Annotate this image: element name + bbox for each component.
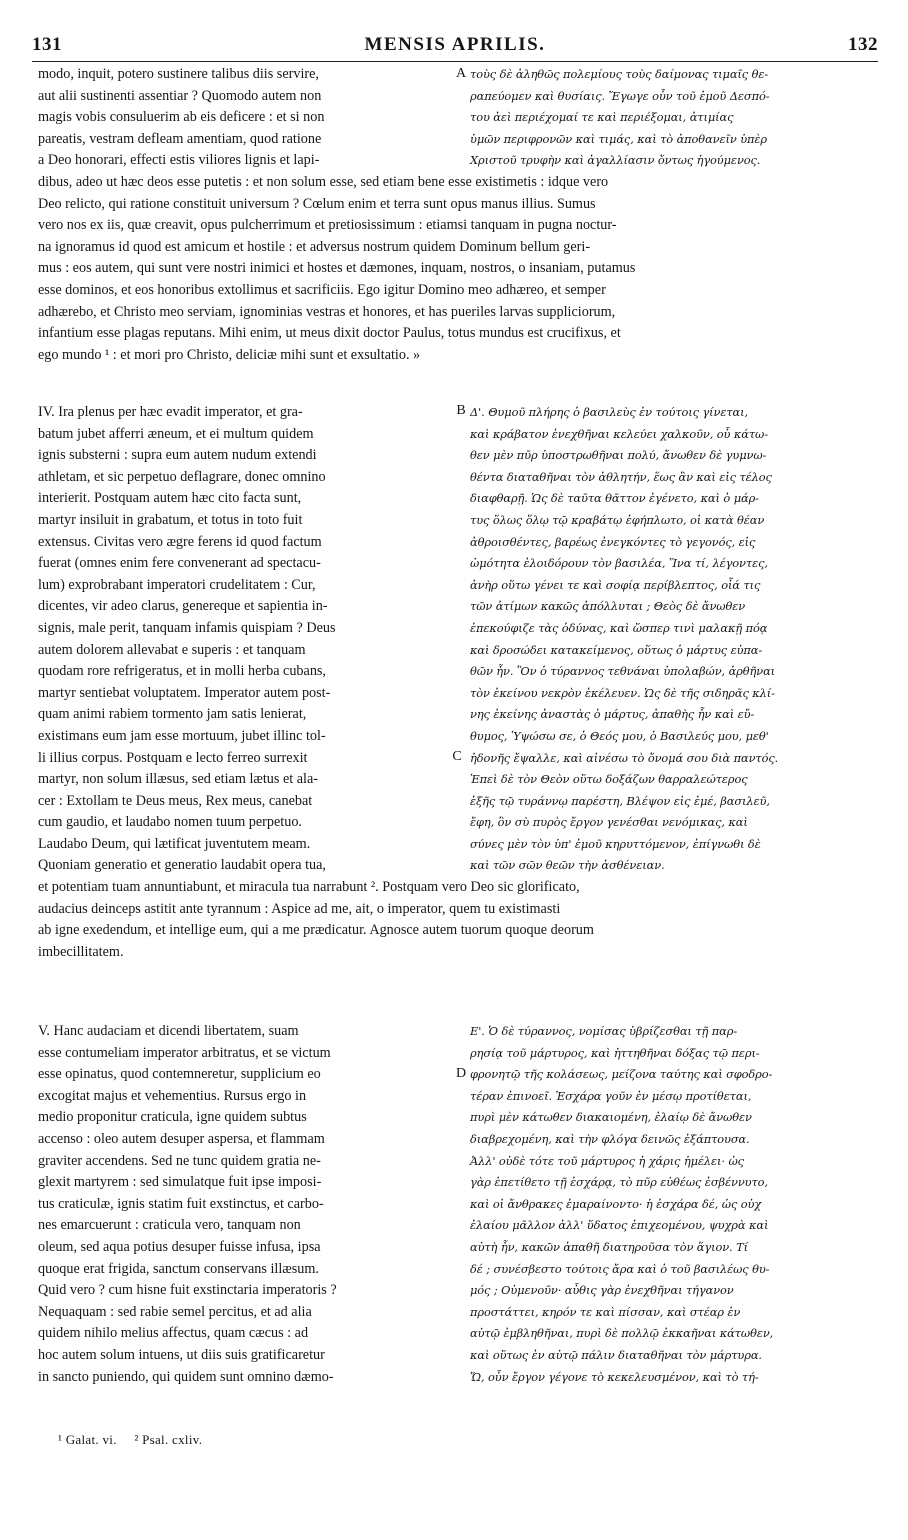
- running-title: MENSIS APRILIS.: [364, 34, 546, 55]
- latin-column-2: IV. Ira plenus per hæc evadit imperator, et gra- batum jubet afferri æneum, et ei multum quidem ignis substerni : supra eum autem nudum extendi athletam, et sic perpetuo deflagrare, donec omnino interierit. Postquam autem hæc cito facta sunt, martyr insiluit in grabatum, et totus in toto fuit extensus. Civitas vero ægre ferens id quod factum fuerat (omnes enim fere convenerant ad spectacu- lum) exprobrabant imperatori crudelitatem : Cur, dicentes, vir adeo clarus, genereque et sapientia in- signis, male perit, tanquam infamis quispiam ? Deus autem dolorem allevabat e superis : et tanquam quodam rore refrigeratus, et in molli herba cubans, martyr sentiebat voluptatem. Imperator autem post- quam animi rabiem tormento jam satis lenierat, existimans eum jam esse mortuum, jubet illinc tol- li illius corpus. Postquam e lecto ferreo surrexit martyr, non solum illæsus, sed etiam lætus et ala- cer : Extollam te Deus meus, Rex meus, canebat cum gaudio, et laudabo nomen tuum perpetuo. Laudabo Deum, qui lætificat juventutem meam. Quoniam generatio et generatio laudabit opera tua,: [38, 404, 336, 874]
- page-header: [32, 34, 878, 60]
- margin-marker-a: A: [455, 66, 467, 81]
- page-number-right: 132: [848, 34, 878, 55]
- footnotes: [58, 1432, 216, 1448]
- latin-column-1: modo, inquit, potero sustinere talibus diis servire, aut alii sustinenti assentiar ? Quomodo autem non magis vobis consuluerim ab eis deficere : et si non pareatis, vestram defleam amentiam, quod ratione a Deo honorari, effecti estis viliores lignis et lapi-: [38, 66, 325, 169]
- greek-column-3: Ε'. Ὁ δὲ τύραννος, νομίσας ὑβρίζεσθαι τῇ παρ- ρησίᾳ τοῦ μάρτυρος, καὶ ἡττηθῆναι δόξας τῷ περι- φρονητῷ τῆς κολάσεως, μείζονα ταύτης καὶ σφοδρο- τέραν ἐπινοεῖ. Ἐσχάρα γοῦν ἐν μέσῳ προτίθεται, πυρὶ μὲν κάτωθεν διακαιομένη, ἐλαίῳ δὲ ἄνωθεν διαβρεχομένη, καὶ τὴν φλόγα δεινῶς ἐξάπτουσα. Ἀλλ' οὐδὲ τότε τοῦ μάρτυρος ἡ χάρις ἠμέλει· ὡς γὰρ ἐπετίθετο τῇ ἐσχάρᾳ, τὸ πῦρ εὐθέως ἐσβέννυτο, καὶ οἱ ἄνθρακες ἐμαραίνοντο· ἡ ἐσχάρα δέ, ὡς οὐχ ἐλαίου μᾶλλον ἀλλ' ὕδατος ἐπιχεομένου, ψυχρὰ καὶ αὐτὴ ἦν, κακῶν ἀπαθῆ διατηροῦσα τὸν ἅγιον. Τί δέ ; συνέσβεστο τούτοις ἄρα καὶ ὁ τοῦ βασιλέως θυ- μός ; Οὐμενοῦν· αὖθις γὰρ ἐνεχθῆναι τήγανον προστάττει, κηρόν τε καὶ πίσσαν, καὶ στέαρ ἐν αὐτῷ ἐμβληθῆναι, πυρὶ δὲ πολλῷ ἐκκαῆναι κάτωθεν, καὶ οὕτως ἐν αὐτῷ πάλιν διαταθῆναι τὸν μάρτυρα. Ὥ, οὖν ἔργον γέγονε τὸ κεκελευσμένον, καὶ τὸ τή-: [470, 1024, 774, 1384]
- footnote-1: ¹ Galat. vi.: [58, 1432, 117, 1447]
- margin-marker-b: B: [456, 403, 466, 418]
- page-number-left: 131: [32, 34, 62, 55]
- latin-full-width-1: dibus, adeo ut hæc deos esse putetis : et non solum esse, sed etiam bene esse existimetis : idque vero Deo relicto, qui ratione constituit universum ? Cœlum enim et terra sunt opus manus illius. Sumus vero nos ex iis, quæ creavit, opus pulcherrimum et pretiosissimum : etiamsi tanquam in pugna noctur- na ignoramus id quod est amicum et hostile : et adversus nostrum quidem Dominum bellum geri- mus : eos autem, qui sunt vere nostri inimici et hostes et dæmones, inquam, nostros, o insaniam, putamus esse dominos, et eos honoribus extollimus et sacrificiis. Ego igitur Domino meo adhæreo, et semper adhærebo, et Christo meo serviam, ignominias vestras et honores, et has pueriles larvas suppliciorum, infantium esse plagas reputans. Mihi enim, ut meus dixit doctor Paulus, totus mundus est crucifixus, et ego mundo ¹ : et mori pro Christo, deliciæ mihi sunt et exsultatio. »: [38, 174, 636, 363]
- margin-marker-d: D: [455, 1066, 467, 1081]
- latin-column-3: V. Hanc audaciam et dicendi libertatem, suam esse contumeliam imperator arbitratus, et se victum esse opinatus, quod contemneretur, supplicium eo excogitat majus et vehementius. Rursus ergo in medio proponitur craticula, igne quidem subtus accenso : oleo autem desuper aspersa, et flammam graviter accendens. Sed ne tunc quidem gratia ne- glexit martyrem : sed simulatque fuit ipse imposi- tus craticulæ, ignis statim fuit exstinctus, et carbo- nes emarcuerunt : craticula vero, tanquam non oleum, sed aqua potius desuper fuisse infusa, ipsa quoque erat frigida, sanctum conservans illæsum. Quid vero ? cum hisne fuit exstinctaria imperatoris ? Nequaquam : sed rabie semel percitus, et ad alia quidem nihilo melius affectus, quam cæcus : ad hoc autem solum intuens, ut diis suis gratificaretur in sancto puniendo, qui quidem sunt omnino dæmo-: [38, 1023, 337, 1385]
- greek-column-2: Δ'. Θυμοῦ πλήρης ὁ βασιλεὺς ἐν τούτοις γίνεται, καὶ κράβατον ἐνεχθῆναι κελεύει χαλκοῦν, οὗ κάτω- θεν μὲν πῦρ ὑποστρωθῆναι πολύ, ἄνωθεν δὲ γυμνω- θέντα διαταθῆναι τὸν ἀθλητήν, ἕως ἂν καὶ εἰς τέλος διαφθαρῇ. Ὡς δὲ ταῦτα θᾶττον ἐγένετο, καὶ ὁ μάρ- τυς ὅλως ὅλῳ τῷ κραβάτῳ ἐφήπλωτο, οἱ κατὰ θέαν ἀθροισθέντες, βαρέως ἐνεγκόντες τὸ γεγονός, εἰς ὠμότητα ἐλοιδόρουν τὸν βασιλέα, Ἵνα τί, λέγοντες, ἀνὴρ οὕτω γένει τε καὶ σοφίᾳ περίβλεπτος, οἷά τις τῶν ἀτίμων κακῶς ἀπόλλυται ; Θεὸς δὲ ἄνωθεν ἐπεκούφιζε τὰς ὀδύνας, καὶ ὥσπερ τινὶ μαλακῇ πόᾳ καὶ δροσώδει κατακείμενος, οὕτως ὁ μάρτυς εὐπα- θῶν ἦν. Ὃν ὁ τύραννος τεθνάναι ὑπολαβών, ἀρθῆναι τὸν ἐκείνου νεκρὸν ἐκέλευεν. Ὡς δὲ τῆς σιδηρᾶς κλί- νης ἐκείνης ἀναστὰς ὁ μάρτυς, ἀπαθὴς ἦν καὶ εὔ- θυμος, Ὑψώσω σε, ὁ Θεός μου, ὁ Βασιλεύς μου, μεθ' ἡδονῆς ἔψαλλε, καὶ αἰνέσω τὸ ὄνομά σου διὰ παντός. Ἐπεὶ δὲ τὸν Θεὸν οὕτω δοξάζων θαρραλεώτερος ἑξῆς τῷ τυράννῳ παρέστη, Βλέψον εἰς ἐμέ, βασιλεῦ, ἔφη, ὃν σὺ πυρὸς ἔργον γενέσθαι νενόμικας, καὶ σύνες μὲν τὸν ὑπ' ἐμοῦ κηρυττόμενον, ἐπίγνωθι δὲ καὶ τῶν σῶν θεῶν τὴν ἀσθένειαν.: [470, 405, 779, 873]
- greek-column-1: τοὺς δὲ ἀληθῶς πολεμίους τοὺς δαίμονας τιμαῖς θε- ραπεύομεν καὶ θυσίαις. Ἔγωγε οὖν τοῦ ἐμοῦ Δεσπό- του ἀεὶ περιέχομαί τε καὶ περιέξομαι, ἀτιμίας ὑμῶν περιφρονῶν καὶ τιμάς, καὶ τὸ ἀποθανεῖν ὑπὲρ Χριστοῦ τρυφὴν καὶ ἀγαλλίασιν ὄντως ἡγούμενος.: [470, 67, 770, 168]
- latin-full-width-2: et potentiam tuam annuntiabunt, et miracula tua narrabunt ². Postquam vero Deo sic glorificato, audacius deinceps astitit ante tyrannum : Aspice ad me, ait, o imperator, quem tu existimasti ab igne exedendum, et intellige eum, qui a me prædicatur. Agnosce autem tuorum quoque deorum imbecillitatem.: [38, 879, 594, 960]
- margin-marker-c: C: [452, 749, 462, 764]
- footnote-2: ² Psal. cxliv.: [134, 1432, 203, 1447]
- header-rule: [32, 61, 878, 62]
